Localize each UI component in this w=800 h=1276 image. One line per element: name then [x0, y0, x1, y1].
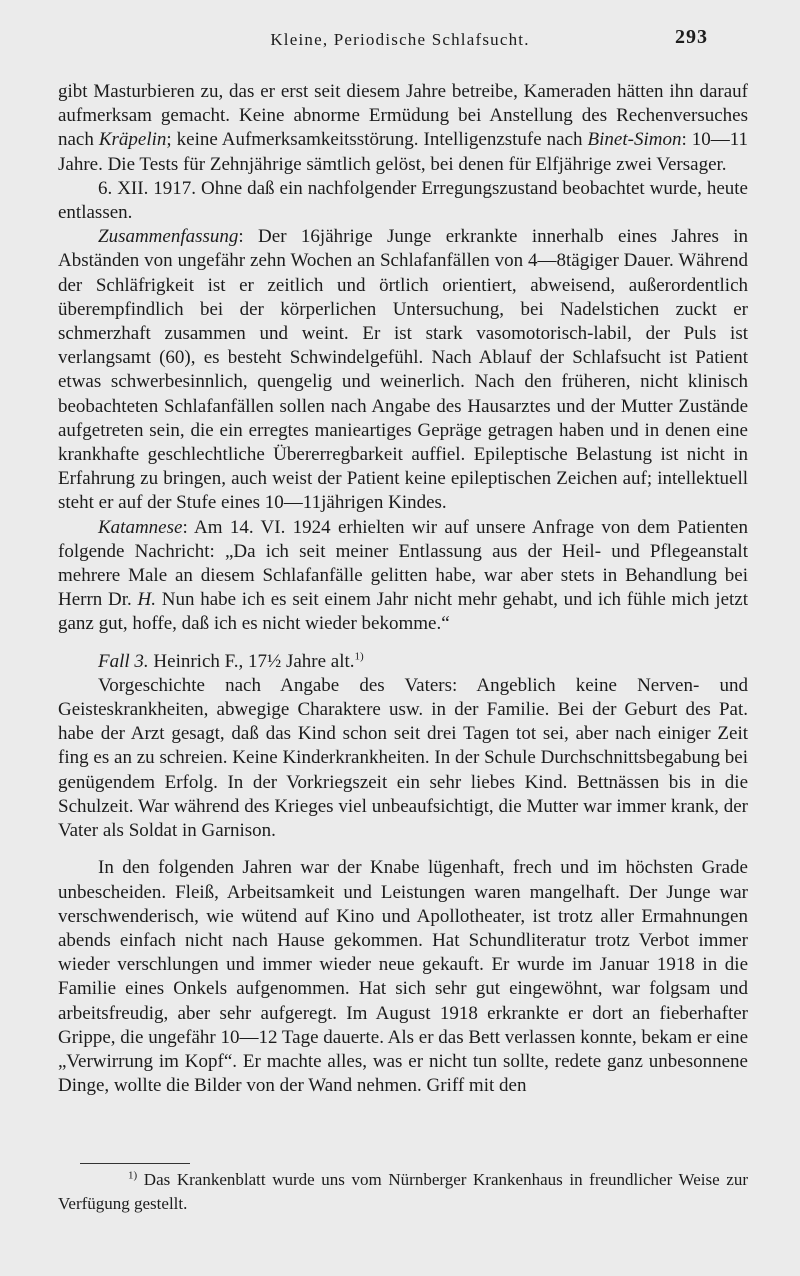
text-run: : Der 16jährige Junge erkrankte innerhalb eines Jahres in Abständen von ungefähr zehn Wochen an Schlafanfällen von 4—8tägiger Dauer. Während der Schläfrigkeit ist er zeitlich und örtlich orientiert, abweisend, außerordentlich überempfindlich bei der körperlichen Untersuchung, bei Nadelstichen zuckt er schmerzhaft zusammen und weint. Er ist stark vasomotorisch-labil, der Puls ist verlangsamt (60), es besteht Schwindelgefühl. Nach Ablauf der Schlafsucht ist Patient etwas schwerbesinnlich, quengelig und weinerlich. Nach den früheren, nicht klinisch beobachteten Schlafanfällen sollen nach Angabe des Hausarztes und der Mutter Zustände aufgetreten sein, die ein erregtes manieartiges Gepräge getragen haben und in denen eine krankhafte geschlechtliche Übererregbarkeit auffiel. Epileptische Belastung ist nicht in Erfahrung zu bringen, auch weist der Patient keine epileptischen Zeichen auf; intellektuell steht er auf der Stufe eines 10—11jährigen Kindes. [58, 226, 748, 514]
text-run: Vorgeschichte nach Angabe des Vaters: Angeblich keine Nerven- und Geisteskrankheiten, abwegige Charaktere usw. in der Familie. Bei der Geburt des Pat. habe der Arzt gesagt, daß das Kind schon seit drei Tagen tot sei, aber nach einiger Zeit fing es an zu schreien. Keine Kinderkrankheiten. In der Schule Durchschnittsbegabung bei genügendem Erfolg. In der Vorkriegszeit ein sehr liebes Kind. Bettnässen bis in die Schulzeit. War während des Krieges viel unbeaufsichtigt, die Mutter war immer krank, der Vater als Soldat in Garnison. [58, 674, 748, 842]
italic-text: Fall 3. [98, 650, 149, 672]
footnote-text: Das Krankenblatt wurde uns vom Nürnberger Krankenhaus in freundlicher Weise zur Verfügung gestellt. [58, 1170, 748, 1213]
text-run: In den folgenden Jahren war der Knabe lügenhaft, frech und im höchsten Grade unbescheiden. Fleiß, Arbeitsamkeit und Leistungen waren mangelhaft. Der Junge war verschwenderisch, wie wütend auf Kino und Apollotheater, ist trotz aller Ermahnungen abends einfach nicht nach Hause gekommen. Hat Schundliteratur trotz Verbot immer wieder verschlungen und immer wieder neue gekauft. Er wurde im Januar 1918 in die Familie eines Onkels aufgenommen. Hat sich sehr gut eingewöhnt, war folgsam und arbeitsfreudig, aber sehr aufgeregt. Im August 1918 erkrankte er dort an fieberhafter Grippe, die ungefähr 10—12 Tage dauerte. Als er das Bett verlassen konnte, bekam er eine „Verwirrung im Kopf“. Er machte alles, was er nicht tun sollte, redete ganz unbesonnene Dinge, wollte die Bilder von der Wand nehmen. Griff mit den [58, 857, 749, 1097]
text-run: : Am 14. VI. 1924 erhielten wir auf unsere Anfrage von dem Patienten folgende Nachricht: „Da ich seit meiner Entlassung aus der Heil- und Pflegeanstalt mehrere Male an diesem Schlafanfälle gelitten habe, war aber stets in Behandlung bei Herrn Dr. [58, 516, 748, 611]
italic-text: Katamnese [98, 516, 183, 538]
running-title: Kleine, Periodische Schlafsucht. [270, 30, 530, 49]
paragraph [58, 80, 748, 177]
footnote-ref: 1) [354, 650, 364, 663]
text-run: ; keine Aufmerksamkeitsstörung. Intelligenzstufe nach [166, 129, 588, 151]
footnote-marker: 1) [128, 1169, 138, 1182]
footnote-divider [80, 1163, 190, 1164]
text-run: Nun habe ich es seit einem Jahr nicht mehr gehabt, und ich fühle mich jetzt ganz gut, hoffe, daß ich es nicht wieder bekomme.“ [58, 589, 748, 635]
case-heading [58, 650, 748, 674]
text-run: 6. XII. 1917. Ohne daß ein nachfolgender Erregungszustand beobachtet wurde, heute entlassen. [58, 177, 748, 224]
paragraph [58, 225, 748, 515]
italic-text: Kräpelin [98, 129, 167, 151]
paragraph [58, 177, 748, 225]
paragraph [58, 856, 748, 1098]
italic-text: Zusammenfassung [98, 226, 239, 248]
paragraph [58, 516, 748, 637]
paragraph [58, 674, 748, 843]
italic-text: H. [137, 589, 157, 611]
text-run: : 10—11 Jahre. Die Tests für Zehnjährige sämtlich gelöst, bei denen für Elfjährige zwei Versager. [58, 129, 748, 175]
italic-text: Binet-Simon [587, 129, 682, 151]
body-text [58, 80, 748, 1098]
text-run: gibt Masturbieren zu, das er erst seit diesem Jahre betreibe, Kameraden hätten ihn darauf aufmerksam gemacht. Keine abnorme Ermüdung bei Anstellung des Rechenversuches nach [58, 81, 748, 151]
text-run: Heinrich F., 17½ Jahre alt. [148, 650, 355, 672]
footnote [58, 1168, 748, 1216]
page-number: 293 [675, 26, 708, 48]
